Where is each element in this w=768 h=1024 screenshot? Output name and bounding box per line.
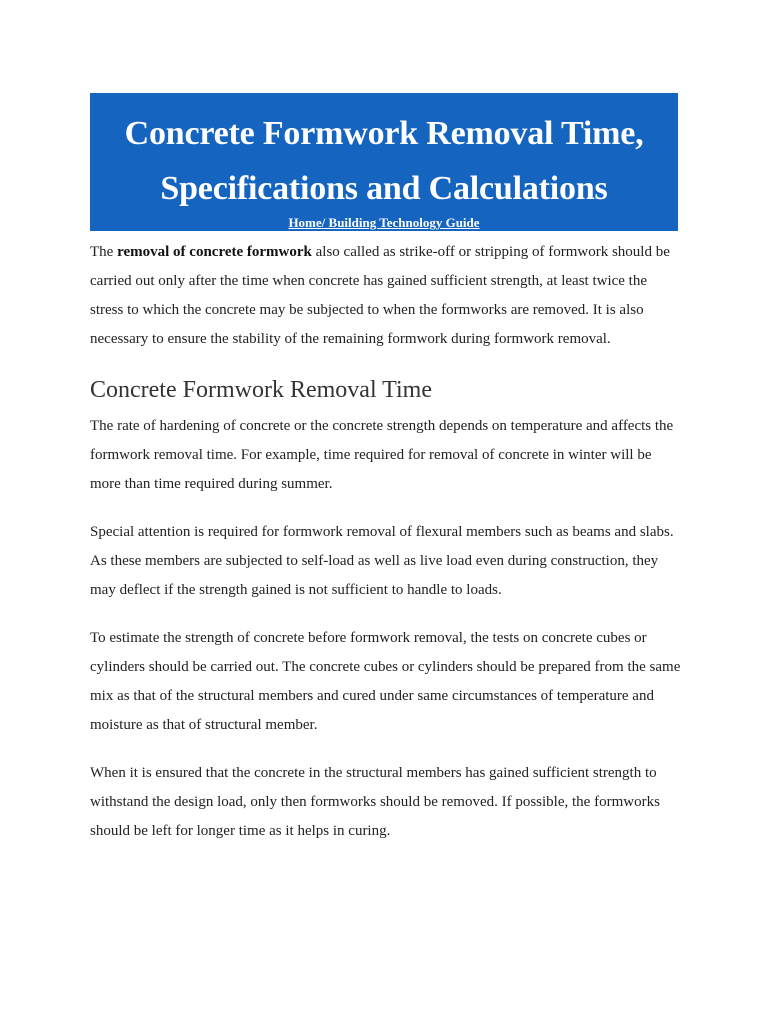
page-title-line-1: Concrete Formwork Removal Time, <box>124 115 644 152</box>
intro-bold-term: removal of concrete formwork <box>117 244 312 260</box>
section-paragraph-1: The rate of hardening of concrete or the concrete strength depends on temperature and affects the formwork removal time. For example, time required for removal of concrete in winter will be more than time required during summer. <box>90 418 674 492</box>
section-heading: Concrete Formwork Removal Time <box>90 377 432 403</box>
intro-rest: also called as strike-off or stripping of formwork should be carried out only after the time when concrete has gained sufficient strength, at least twice the stress to which the concrete may be subjected to when the formworks are removed. It is also necessary to ensure the stability of the remaining formwork during formwork removal. <box>90 244 670 347</box>
breadcrumb-home-link[interactable]: Home <box>288 215 322 230</box>
intro-lead: The <box>90 244 118 260</box>
section-paragraph-2: Special attention is required for formwork removal of flexural members such as beams and slabs. As these members are subjected to self-load as well as live load even during construction, they may deflect if the strength gained is not sufficient to handle to loads. <box>90 524 674 598</box>
section-paragraph-3: To estimate the strength of concrete before formwork removal, the tests on concrete cubes or cylinders should be carried out. The concrete cubes or cylinders should be prepared from the same mix as that of the structural members and cured under same circumstances of temperature and moisture as that of structural member. <box>90 630 681 733</box>
breadcrumb <box>90 214 678 231</box>
breadcrumb-category-link[interactable]: Building Technology Guide <box>328 215 480 230</box>
page-title-line-2: Specifications and Calculations <box>160 170 608 207</box>
intro-paragraph <box>90 238 682 354</box>
page-title <box>90 93 678 216</box>
article-body <box>90 238 682 846</box>
breadcrumb-separator: / <box>321 215 329 230</box>
title-banner <box>90 93 678 231</box>
section-paragraph-4: When it is ensured that the concrete in the structural members has gained sufficient strength to withstand the design load, only then formworks should be removed. If possible, the formworks should be left for longer time as it helps in curing. <box>90 765 660 839</box>
